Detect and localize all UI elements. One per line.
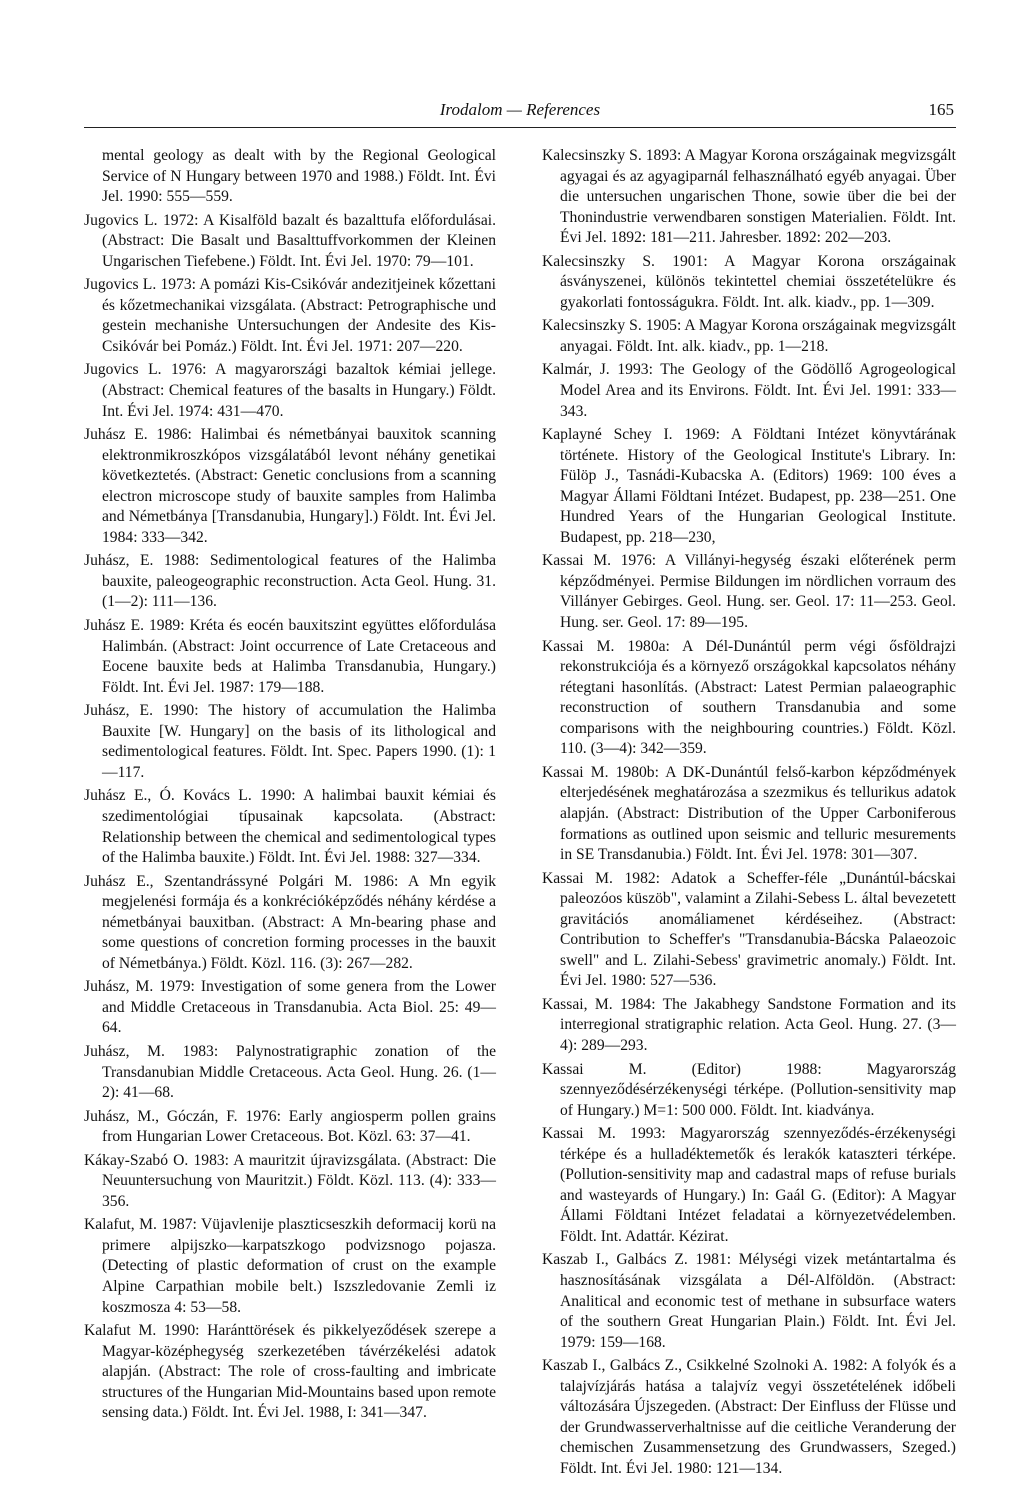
reference-entry: Jugovics L. 1972: A Kisalföld bazalt és bazalttufa előfordulásai. (Abstract: Die Basalt und Basalttuffvorkommen der Kleinen Ungarischen Tiefebene.) Földt. Int. Évi Jel. 1970: 79—101. [84, 211, 496, 270]
reference-entry: Kalmár, J. 1993: The Geology of the Gödöllő Agrogeological Model Area and its Environs. Földt. Int. Évi Jel. 1991: 333—343. [542, 361, 956, 420]
reference-entry: Kassai M. 1993: Magyarország szennyeződés-érzékenységi térképe és a hulladéktemetők és lerakók kataszteri térképe. (Pollution-sensitivity map and cadastral maps of refuse burials and wasteyards of Hungary.) In: Gaál G. (Editor): A Magyar Állami Földtani Intézet feladatai a környezetvédelemben. Földt. Int. Adattár. Kézirat. [542, 1125, 956, 1245]
reference-entry: Juhász, M., Góczán, F. 1976: Early angiosperm pollen grains from Hungarian Lower Cretaceous. Bot. Közl. 63: 37—41. [84, 1107, 496, 1146]
reference-entry: Kassai, M. 1984: The Jakabhegy Sandstone Formation and its interregional stratigraphic relation. Acta Geol. Hung. 27. (3—4): 289—293. [542, 995, 956, 1054]
reference-entry: Kalafut M. 1990: Haránttörések és pikkelyeződések szerepe a Magyar-középhegység szerkezetében távérzékelési adatok alapján. (Abstract: The role of cross-faulting and imbricate structures of the Hungarian Mid-Mountains based upon remote sensing data.) Földt. Int. Évi Jel. 1988, I: 341—347. [84, 1322, 496, 1422]
page-header [84, 98, 956, 128]
page-number: 165 [928, 100, 954, 119]
reference-entry: Kalecsinszky S. 1901: A Magyar Korona országainak ásványszenei, különös tekintettel chemiai összetételükre és gyakorlati fontosságukra. Földt. Int. alk. kiadv., pp. 1—309. [542, 252, 956, 311]
reference-entry: Kalafut, M. 1987: Vüjavlenije plaszticseszkih deformacij korü na primere alpijszko—karpatszkogo podvizsnogo pojasza. (Detecting of plastic deformation of crust on the example Alpine Carpathian mobile belt.) Iszszledovanie Zemli iz koszmosza 4: 53—58. [84, 1216, 496, 1316]
reference-entry: mental geology as dealt with by the Regional Geological Service of N Hungary between 1970 and 1988.) Földt. Int. Évi Jel. 1990: 555—559. [102, 147, 496, 206]
reference-entry: Jugovics L. 1976: A magyarországi bazaltok kémiai jellege. (Abstract: Chemical features of the basalts in Hungary.) Földt. Int. Évi Jel. 1974: 431—470. [84, 361, 496, 420]
reference-entry: Kákay-Szabó O. 1983: A mauritzit újravizsgálata. (Abstract: Die Neuuntersuchung von Mauritzit.) Földt. Közl. 113. (4): 333—356. [84, 1151, 496, 1210]
reference-entry: Juhász E. 1986: Halimbai és németbányai bauxitok scanning elektronmikroszkópos vizsgálatából levont néhány genetikai következtetés. (Abstract: Genetic conclusions from a scanning electron microscope study of bauxite samples from Halimba and Németbánya [Transdanubia, Hungary].) Földt. Int. Évi Jel. 1984: 333—342. [84, 426, 496, 546]
reference-entry: Kalecsinszky S. 1905: A Magyar Korona országainak megvizsgált anyagai. Földt. Int. alk. kiadv., pp. 1—218. [542, 317, 956, 355]
reference-entry: Kaszab I., Galbács Z., Csikkelné Szolnoki A. 1982: A folyók és a talajvízjárás hatása a talajvíz vegyi összetételének időbeli változására Újszegeden. (Abstract: Der Einfluss der Flüsse und der Grundwasserverhaltnisse auf die ceitliche Veranderung der chemischen Zusammensetzung des Grundwassers, Szeged.) Földt. Int. Évi Jel. 1980: 121—134. [542, 1357, 956, 1477]
running-title: Irodalom — References [439, 100, 601, 119]
reference-entry: Juhász, M. 1983: Palynostratigraphic zonation of the Transdanubian Middle Cretaceous. Acta Geol. Hung. 26. (1—2): 41—68. [84, 1042, 496, 1102]
reference-entry: Kaplayné Schey I. 1969: A Földtani Intézet könyvtárának története. History of the Geological Institute's Library. In: Fülöp J., Tasnádi-Kubacska A. (Editors) 1969: 100 éves a Magyar Állami Földtani Intézet. Budapest, pp. 238—251. One Hundred Years of the Hungarian Geological Institute. Budapest, pp. 218—230, [542, 426, 956, 546]
reference-entry: Juhász E., Ó. Kovács L. 1990: A halimbai bauxit kémiai és szedimentológiai típusainak kapcsolata. (Abstract: Relationship between the chemical and sedimentological types of the Halimba bauxite.) Földt. Int. Évi Jel. 1988: 327—334. [84, 787, 496, 867]
reference-entry: Kassai M. 1980a: A Dél-Dunántúl perm végi ősföldrajzi rekonstrukciója és a környező országokkal kapcsolatos néhány rétegtani hasonlítás. (Abstract: Latest Permian palaeographic reconstruction of southern Transdanubia and some comparisons with the neighbouring countries.) Földt. Közl. 110. (3—4): 342—359. [542, 637, 956, 758]
reference-entry: Kassai M. 1980b: A DK-Dunántúl felső-karbon képződmények elterjedésének meghatározása a szezmikus és tellurikus adatok alapján. (Abstract: Distribution of the Upper Carboniferous formations as outlined upon seismic and telluric mesurements in SE Transdanubia.) Földt. Int. Évi Jel. 1978: 301—307. [542, 763, 956, 864]
references-right-column [542, 146, 956, 1482]
reference-entry: Juhász, E. 1988: Sedimentological features of the Halimba bauxite, paleogeographic reconstruction. Acta Geol. Hung. 31. (1—2): 111—136. [84, 552, 496, 611]
reference-entry: Kassai M. (Editor) 1988: Magyarország szennyeződésérzékenységi térképe. (Pollution-sensitivity map of Hungary.) M=1: 500 000. Földt. Int. kiadványa. [542, 1060, 956, 1119]
reference-entry: Kassai M. 1982: Adatok a Scheffer-féle „Dunántúl-bácskai paleozóos küszöb", valamint a Zilahi-Sebess L. által bevezetett gravitációs anomáliamenet kérdéseihez. (Abstract: Contribution to Scheffer's "Transdanubia-Bácska Palaeozoic swell" and L. Zilahi-Sebess' gravimetric anomaly.) Földt. Int. Évi Jel. 1980: 527—536. [542, 869, 956, 990]
reference-entry: Juhász, E. 1990: The history of accumulation the Halimba Bauxite [W. Hungary] on the basis of its lithological and sedimentological features. Földt. Int. Spec. Papers 1990. (1): 1—117. [84, 702, 496, 781]
reference-entry: Juhász E. 1989: Kréta és eocén bauxitszint együttes előfordulása Halimbán. (Abstract: Joint occurrence of Late Cretaceous and Eocene bauxite beds at Halimba Transdanubia, Hungary.) Földt. Int. Évi Jel. 1987: 179—188. [84, 617, 496, 696]
references-left-column [84, 146, 496, 1427]
reference-entry: Kaszab I., Galbács Z. 1981: Mélységi vizek metántartalma és hasznosításának vizsgálata a Dél-Alföldön. (Abstract: Analitical and economic test of methane in subsurface waters of the southern Great Hungarian Plain.) Földt. Int. Évi Jel. 1979: 159—168. [542, 1251, 956, 1351]
reference-entry: Jugovics L. 1973: A pomázi Kis-Csikóvár andezitjeinek kőzettani és kőzetmechanikai vizsgálata. (Abstract: Petrographische und gestein mechanishe Untersuchungen der Andesite des Kis-Csikóvár bei Pomáz.) Földt. Int. Évi Jel. 1971: 207—220. [84, 276, 496, 355]
header-rule [84, 127, 956, 128]
reference-entry: Juhász, M. 1979: Investigation of some genera from the Lower and Middle Cretaceous in Transdanubia. Acta Biol. 25: 49—64. [84, 978, 496, 1037]
reference-entry: Juhász E., Szentandrássyné Polgári M. 1986: A Mn egyik megjelenési formája és a konkrécióképződés néhány kérdése a németbányai bauxitban. (Abstract: A Mn-bearing phase and some questions of concretion forming processes in the bauxit of Németbánya.) Földt. Közl. 116. (3): 267—282. [84, 872, 496, 972]
reference-entry: Kalecsinszky S. 1893: A Magyar Korona országainak megvizsgált agyagai és az agyagiparnál felhasználható egyéb anyagai. Über die untersuchen ungarischen Thone, sowie über die bei der Thonindustrie verwendbaren sonstigen Materialien. Földt. Int. Évi Jel. 1892: 181—211. Jahresber. 1892: 202—203. [542, 147, 956, 247]
reference-entry: Kassai M. 1976: A Villányi-hegység északi előterének perm képződményei. Permise Bildungen im nördlichen vorraum des Villányer Gebirges. Geol. Hung. ser. Geol. 17: 11—253. Geol. Hung. ser. Geol. 17: 89—195. [542, 552, 956, 632]
